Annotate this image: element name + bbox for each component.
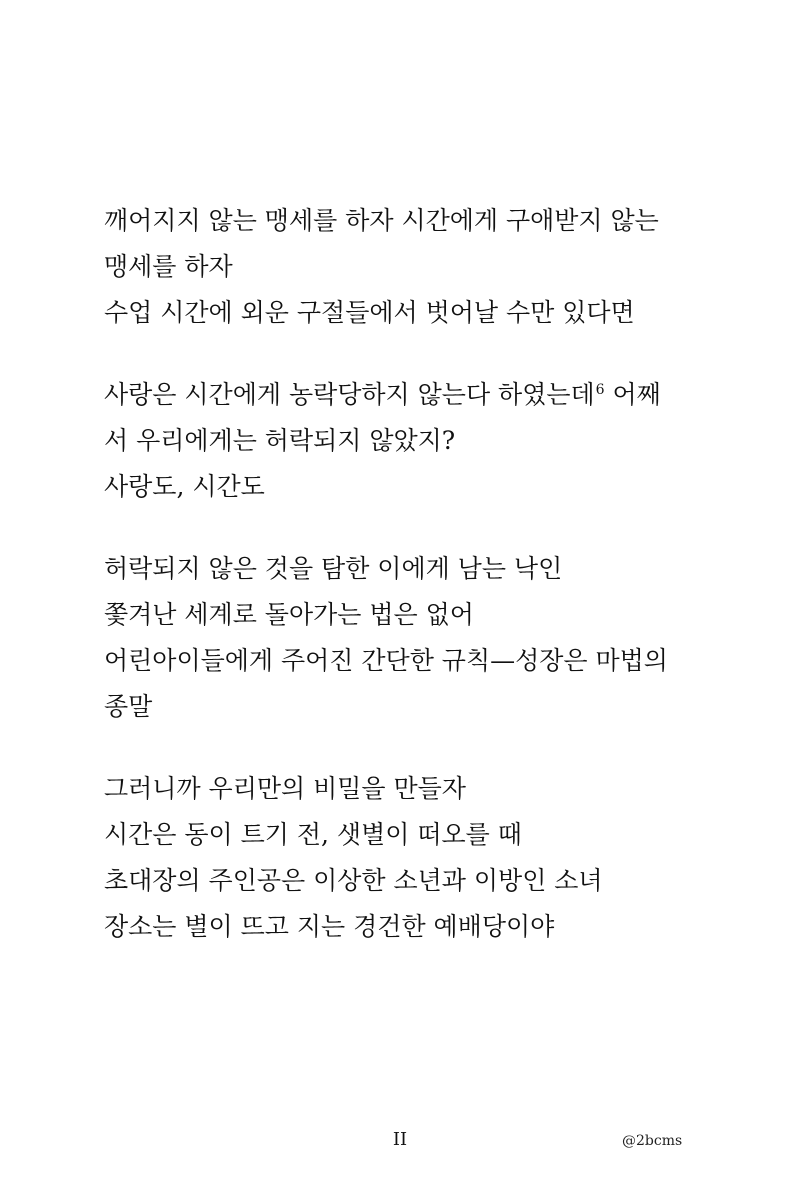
poem-line: 장소는 별이 뜨고 지는 경건한 예배당이야 [104,912,555,941]
footnote-marker: 6 [595,381,605,398]
poem-line: 수업 시간에 외운 구절들에서 벗어날 수만 있다면 [104,298,635,327]
poem-line-tail: 어째 [612,380,661,409]
poem-line: 깨어지지 않는 맹세를 하자 시간에게 구애받지 않는 [104,206,659,235]
stanza-2 [104,372,694,510]
poem-line: 초대장의 주인공은 이상한 소년과 이방인 소녀 [104,866,603,895]
author-handle: @2bcms [622,1133,683,1149]
stanza-1 [104,198,694,336]
poem-line: 허락되지 않은 것을 탐한 이에게 남는 낙인 [104,554,563,583]
stanza-3 [104,546,694,730]
poem-line-text: 사랑은 시간에게 농락당하지 않는다 하였는데 [104,380,595,409]
page-number: II [392,1129,408,1150]
stanza-4 [104,766,694,950]
poem-line: 종말 [104,692,153,721]
poem-line: 서 우리에게는 허락되지 않았지? [104,426,456,455]
poem-line: 사랑도, 시간도 [104,472,265,501]
poem-line: 쫓겨난 세계로 돌아가는 법은 없어 [104,600,474,629]
poem-line [104,372,694,418]
poem-line: 그러니까 우리만의 비밀을 만들자 [104,774,466,803]
poem-line: 어린아이들에게 주어진 간단한 규칙—성장은 마법의 [104,646,668,675]
poem-body [104,198,694,986]
poem-line: 시간은 동이 트기 전, 샛별이 떠오를 때 [104,820,522,849]
poem-line: 맹세를 하자 [104,252,233,281]
